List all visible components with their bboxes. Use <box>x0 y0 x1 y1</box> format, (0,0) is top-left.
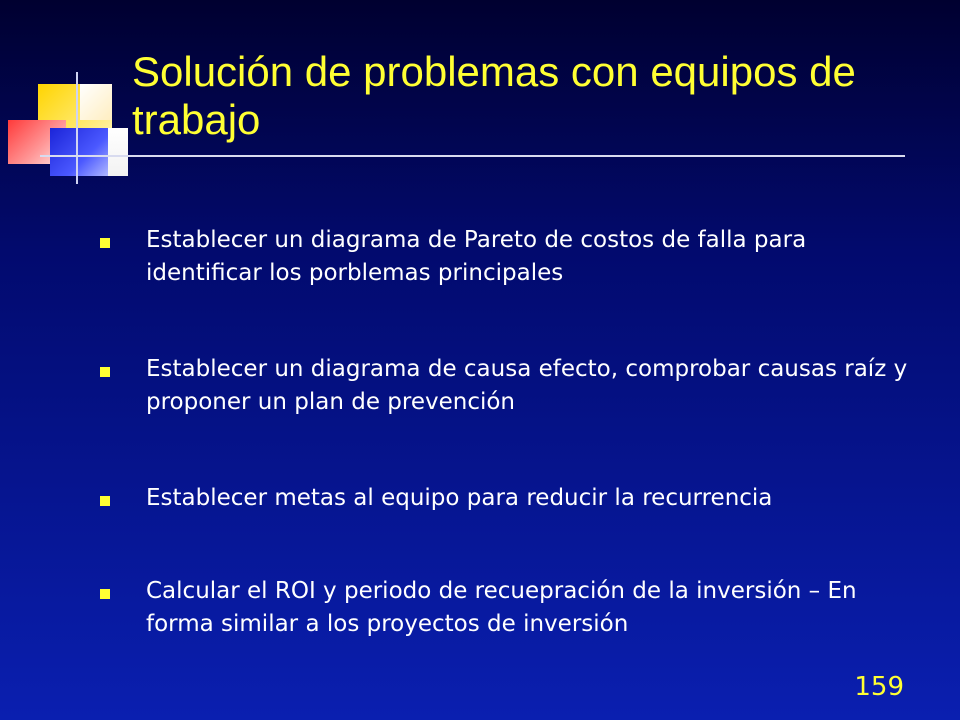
square-bullet-icon <box>100 496 110 506</box>
bullet-text: Establecer un diagrama de Pareto de costos de falla para identificar los porblemas principales <box>146 227 807 286</box>
vertical-divider-line <box>76 72 78 184</box>
blue-square-shape <box>50 128 110 176</box>
bullet-text: Calcular el ROI y periodo de recuepración de la inversión – En forma similar a los proyectos de inversión <box>146 578 857 637</box>
white-square-shape <box>80 84 112 120</box>
title-underline <box>40 155 905 157</box>
bullet-text: Establecer metas al equipo para reducir la recurrencia <box>146 485 773 511</box>
page-number: 159 <box>854 672 904 702</box>
bullet-text: Establecer un diagrama de causa efecto, comprobar causas raíz y proponer un plan de prevención <box>146 356 908 415</box>
white-bar-shape <box>108 128 128 176</box>
square-bullet-icon <box>100 367 110 377</box>
slide-title: Solución de problemas con equipos de trabajo <box>132 48 856 143</box>
square-bullet-icon <box>100 589 110 599</box>
square-bullet-icon <box>100 238 110 248</box>
